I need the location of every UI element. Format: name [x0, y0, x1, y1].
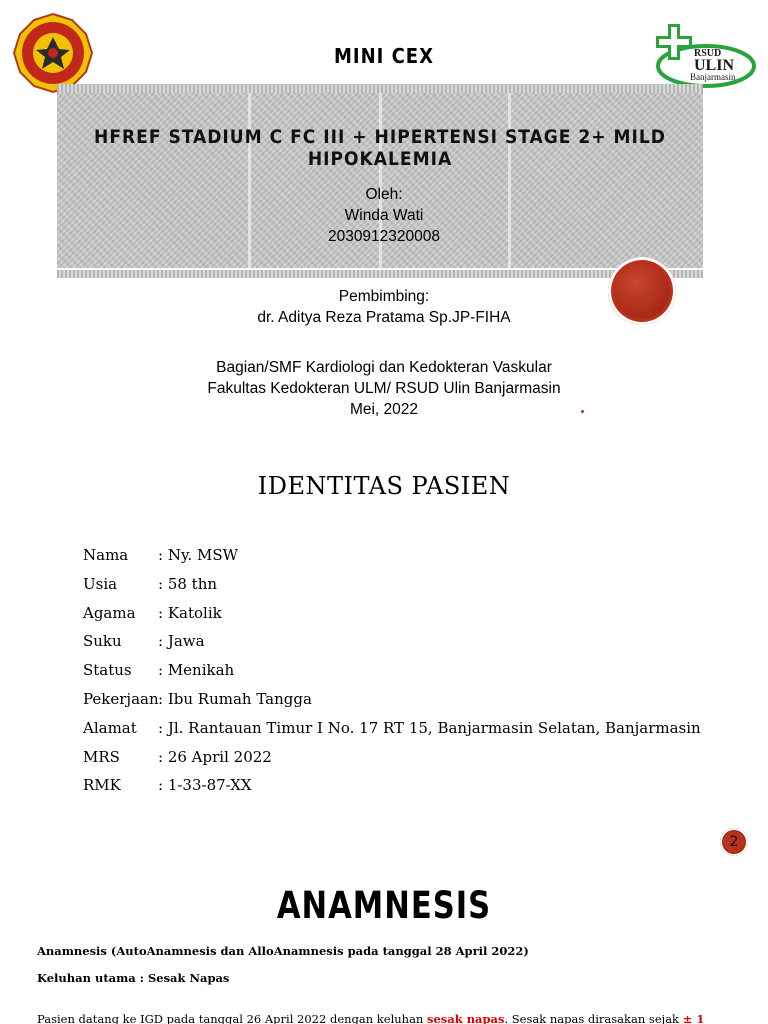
svg-text:RSUD: RSUD: [694, 48, 722, 59]
case-title: HFREF STADIUM C FC III + HIPERTENSI STAGE 2+ MILD HIPOKALEMIA: [94, 126, 666, 170]
identity-row: [83, 690, 701, 719]
identity-label: MRS: [83, 747, 120, 766]
svg-text:Banjarmasin: Banjarmasin: [690, 72, 736, 82]
mentor-block: [0, 286, 768, 328]
anamnesis-source-line: Anamnesis (AutoAnamnesis dan AlloAnamnesis pada tanggal 28 April 2022): [37, 944, 529, 958]
by-label: Oleh:: [365, 186, 403, 203]
patient-identity-table: [83, 546, 701, 805]
svg-text:ULIN: ULIN: [694, 57, 735, 74]
identity-row: [83, 776, 701, 805]
identity-value: : Ny. MSW: [158, 546, 239, 564]
identity-row: [83, 604, 701, 633]
identity-row: [83, 719, 701, 748]
identity-label: Nama: [83, 546, 129, 564]
identity-value: : 1-33-87-XX: [158, 776, 252, 795]
history-paragraph: [37, 1012, 737, 1024]
author-name: Winda Wati: [344, 207, 424, 224]
decorative-dot: [581, 410, 584, 413]
history-text: . Sesak napas dirasakan sejak: [504, 1012, 683, 1024]
faculty-line: Fakultas Kedokteran ULM/ RSUD Ulin Banjarmasin: [207, 380, 561, 397]
identity-label: Pekerjaan: [83, 689, 159, 708]
mentor-label: Pembimbing:: [338, 288, 430, 305]
identity-value: : 26 April 2022: [158, 747, 272, 766]
identity-value: : Menikah: [158, 661, 235, 680]
page-number-badge: 2: [720, 828, 748, 856]
identity-row: [83, 632, 701, 661]
identity-label: Suku: [83, 632, 122, 651]
history-text: Pasien datang ke IGD pada tanggal 26 April 2022 dengan keluhan: [37, 1012, 427, 1024]
identity-value: : Jawa: [158, 632, 205, 651]
author-id: 2030912320008: [327, 228, 441, 245]
banner-strip: [57, 270, 703, 278]
identity-value: : Jl. Rantauan Timur I No. 17 RT 15, Banjarmasin Selatan, Banjarmasin: [158, 718, 701, 737]
patient-identity-heading: IDENTITAS PASIEN: [257, 472, 511, 500]
slide-title: MINI CEX: [334, 44, 434, 68]
highlight-duration: ± 1: [682, 1012, 705, 1024]
highlight-complaint: sesak napas: [427, 1012, 505, 1024]
identity-value: : Ibu Rumah Tangga: [158, 689, 312, 708]
identity-label: Usia: [83, 574, 118, 593]
identity-label: Alamat: [83, 718, 137, 737]
identity-label: Agama: [83, 603, 136, 622]
banner-edge: [57, 84, 703, 93]
identity-label: RMK: [83, 776, 121, 795]
chief-complaint-line: Keluhan utama : Sesak Napas: [37, 971, 230, 985]
date-line: Mei, 2022: [349, 401, 419, 418]
identity-label: Status: [83, 661, 132, 680]
department-line: Bagian/SMF Kardiologi dan Kedokteran Vaskular: [216, 359, 552, 376]
identity-value: : 58 thn: [158, 574, 218, 593]
identity-row: [83, 748, 701, 777]
mentor-name: dr. Aditya Reza Pratama Sp.JP-FIHA: [257, 309, 511, 326]
identity-row: [83, 546, 701, 575]
identity-value: : Katolik: [158, 603, 222, 622]
anamnesis-heading: ANAMNESIS: [276, 884, 492, 928]
identity-row: [83, 575, 701, 604]
identity-row: [83, 661, 701, 690]
department-block: [0, 357, 768, 420]
author-block: [0, 184, 768, 247]
